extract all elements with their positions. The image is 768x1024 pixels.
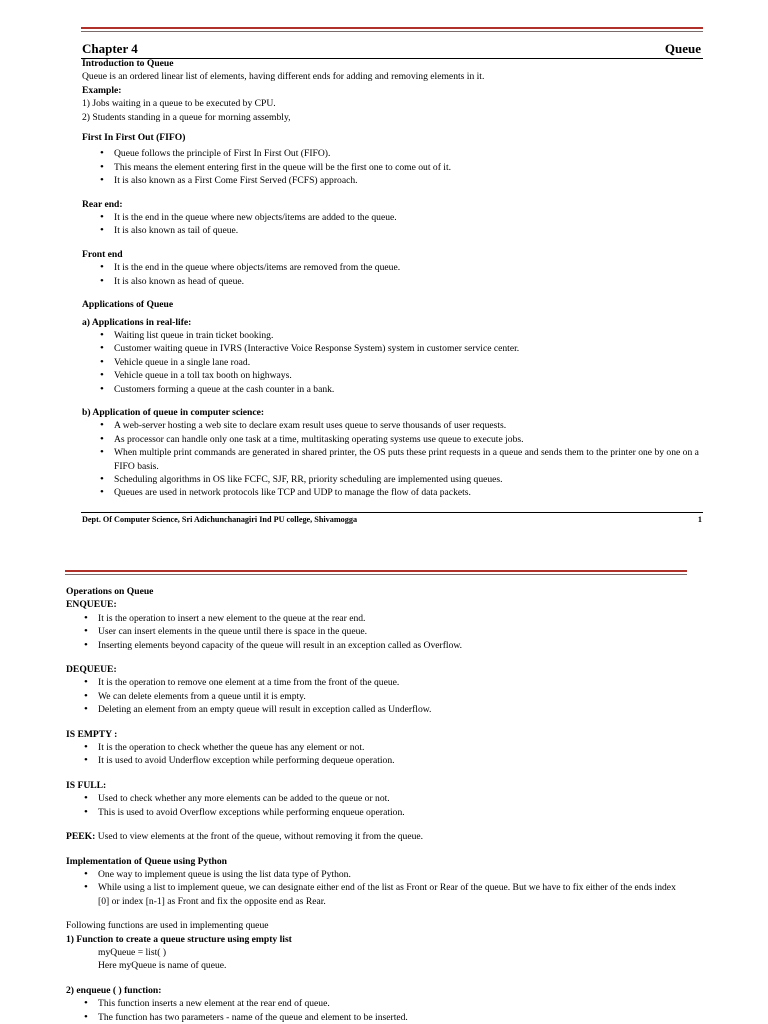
document-page-2 xyxy=(0,540,768,1024)
function2-list xyxy=(66,997,688,1024)
header-rule-bottom xyxy=(65,574,687,575)
list-item: • A web-server hosting a web site to declare exam result uses queue to serve thousands of user requests. xyxy=(82,419,704,432)
list-item: • It is the operation to remove one element at a time from the front of the queue. xyxy=(66,676,688,689)
list-item: • Inserting elements beyond capacity of the queue will result in an exception called as Overflow. xyxy=(66,639,688,652)
list-item: • This means the element entering first in the queue will be the first one to come out of it. xyxy=(82,161,704,174)
list-item: • Waiting list queue in train ticket booking. xyxy=(82,329,704,342)
list-item: • Vehicle queue in a toll tax booth on highways. xyxy=(82,369,704,382)
applications-heading: Applications of Queue xyxy=(82,299,174,311)
function1-note: Here myQueue is name of queue. xyxy=(98,960,227,972)
list-item: • While using a list to implement queue, we can designate either end of the list as Front or Rear of the queue. But we have to fix either of the ends index [0] or index [n-1] as Front and fix the opposite end as Rear. xyxy=(66,881,688,908)
page2-body xyxy=(66,585,688,1024)
applications-cs-heading: b) Application of queue in computer science: xyxy=(82,406,265,418)
list-item: • It is the operation to check whether the queue has any element or not. xyxy=(66,741,688,754)
example-label: Example: xyxy=(82,84,122,96)
peek-paragraph xyxy=(66,830,688,843)
list-item: • One way to implement queue is using the list data type of Python. xyxy=(66,868,688,881)
implementation-list xyxy=(66,868,688,908)
function2-heading: 2) enqueue ( ) function: xyxy=(66,984,162,996)
function1-heading: 1) Function to create a queue structure using empty list xyxy=(66,933,292,945)
intro-text: Queue is an ordered linear list of elements, having different ends for adding and removing elements in it. xyxy=(82,71,485,83)
operations-heading: Operations on Queue xyxy=(66,586,154,597)
list-item: • It is also known as head of queue. xyxy=(82,275,704,288)
fifo-heading: First In First Out (FIFO) xyxy=(82,132,186,144)
applications-reallife-heading: a) Applications in real-life: xyxy=(82,316,192,328)
front-heading: Front end xyxy=(82,248,123,260)
header-rule-top xyxy=(65,570,687,572)
isempty-heading: IS EMPTY : xyxy=(66,728,118,740)
list-item: • Vehicle queue in a single lane road. xyxy=(82,356,704,369)
implementation-heading: Implementation of Queue using Python xyxy=(66,855,227,867)
enqueue-list xyxy=(66,612,688,652)
isfull-list xyxy=(66,792,688,819)
list-item: • Scheduling algorithms in OS like FCFC, SJF, RR, priority scheduling are implemented using queues. xyxy=(82,473,704,486)
isempty-list xyxy=(66,741,688,768)
header-rule-bottom xyxy=(81,31,703,32)
list-item: • We can delete elements from a queue until it is empty. xyxy=(66,690,688,703)
applications-cs-list xyxy=(82,419,704,499)
function1-code: myQueue = list( ) xyxy=(98,946,167,958)
dequeue-heading: DEQUEUE: xyxy=(66,664,117,676)
footer-rule xyxy=(81,512,703,513)
list-item: • It is the end in the queue where new objects/items are added to the queue. xyxy=(82,211,704,224)
list-item: • User can insert elements in the queue until there is space in the queue. xyxy=(66,625,688,638)
list-item: • It is used to avoid Underflow exception while performing dequeue operation. xyxy=(66,754,688,767)
fifo-list xyxy=(82,147,704,187)
peek-text: Used to view elements at the front of the queue, without removing it from the queue. xyxy=(95,831,424,843)
footer-text: Dept. Of Computer Science, Sri Adichunchanagiri Ind PU college, Shivamogga xyxy=(82,515,358,524)
front-list xyxy=(82,261,704,288)
applications-reallife-list xyxy=(82,329,704,396)
list-item: • As processor can handle only one task at a time, multitasking operating systems use queue to execute jobs. xyxy=(82,433,704,446)
rear-list xyxy=(82,211,704,238)
list-item: • Deleting an element from an empty queue will result in exception called as Underflow. xyxy=(66,703,688,716)
list-item: • The function has two parameters - name of the queue and element to be inserted. xyxy=(66,1011,688,1024)
rear-heading: Rear end: xyxy=(82,198,123,210)
example-line: 2) Students standing in a queue for morning assembly, xyxy=(82,111,291,123)
list-item: • It is also known as tail of queue. xyxy=(82,224,704,237)
intro-heading: Introduction to Queue xyxy=(82,58,174,69)
list-item: • Queue follows the principle of First In First Out (FIFO). xyxy=(82,147,704,160)
functions-intro: Following functions are used in implementing queue xyxy=(66,920,269,932)
list-item: • Queues are used in network protocols like TCP and UDP to manage the flow of data packets. xyxy=(82,486,704,499)
page1-body xyxy=(82,57,704,500)
list-item: • It is also known as a First Come First Served (FCFS) approach. xyxy=(82,174,704,187)
page-number: 1 xyxy=(697,515,702,524)
list-item: • This function inserts a new element at the rear end of queue. xyxy=(66,997,688,1010)
list-item: • Used to check whether any more elements can be added to the queue or not. xyxy=(66,792,688,805)
list-item: • It is the end in the queue where objects/items are removed from the queue. xyxy=(82,261,704,274)
list-item: • Customers forming a queue at the cash counter in a bank. xyxy=(82,383,704,396)
chapter-label: Chapter 4 xyxy=(82,41,138,56)
peek-label: PEEK: xyxy=(66,831,96,843)
chapter-topic: Queue xyxy=(664,41,701,56)
isfull-heading: IS FULL: xyxy=(66,779,107,791)
list-item: • It is the operation to insert a new element to the queue at the rear end. xyxy=(66,612,688,625)
list-item: • This is used to avoid Overflow exceptions while performing enqueue operation. xyxy=(66,806,688,819)
dequeue-list xyxy=(66,676,688,716)
enqueue-heading: ENQUEUE: xyxy=(66,599,117,611)
example-line: 1) Jobs waiting in a queue to be executed by CPU. xyxy=(82,98,276,110)
header-rule-top xyxy=(81,27,703,29)
list-item: • When multiple print commands are generated in shared printer, the OS puts these print requests in a queue and sends them to the printer one by one on a FIFO basis. xyxy=(82,446,704,473)
list-item: • Customer waiting queue in IVRS (Interactive Voice Response System) system in customer service center. xyxy=(82,342,704,355)
